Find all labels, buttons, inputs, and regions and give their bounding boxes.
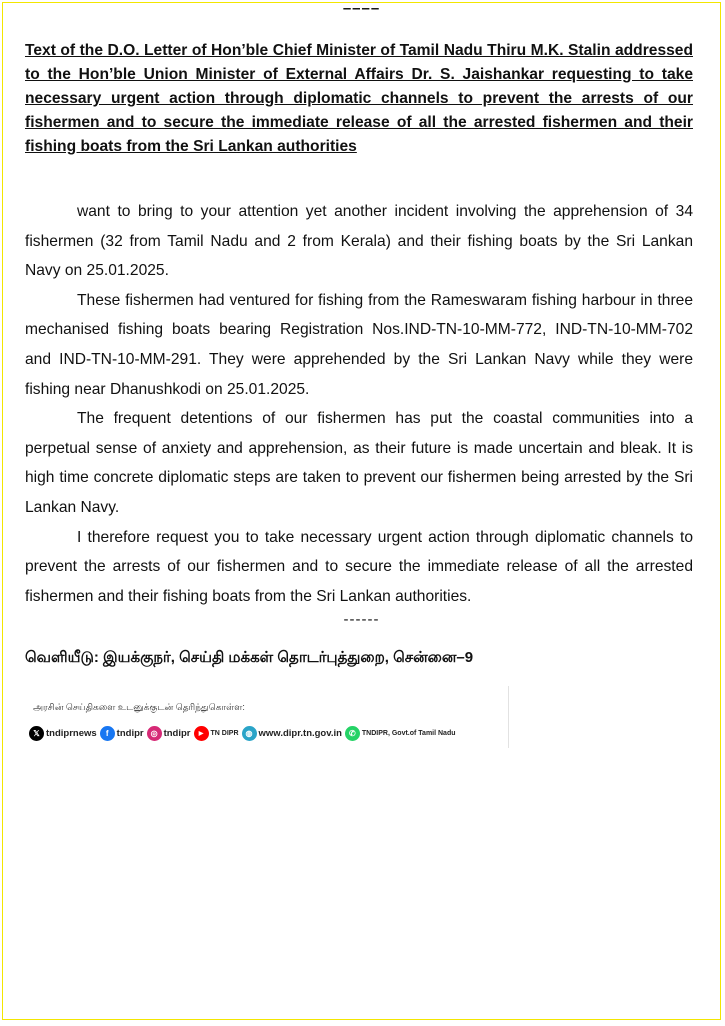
paragraph: The frequent detentions of our fishermen has put the coastal communities into a perpetual sense of anxiety and apprehension, as their future is made uncertain and bleak. It is high time concrete diplomatic steps are taken to prevent our fishermen being arrested by the Sri Lankan Navy. — [25, 410, 693, 516]
globe-icon: ◍ — [242, 726, 257, 741]
social-link-facebook[interactable] — [100, 726, 144, 741]
social-link-whatsapp[interactable] — [345, 726, 456, 741]
whatsapp-icon: ✆ — [345, 726, 360, 741]
social-link-x[interactable] — [29, 726, 97, 741]
instagram-icon: ◎ — [147, 726, 162, 741]
social-label: tndiprnews — [46, 728, 97, 739]
social-label: tndipr — [163, 728, 191, 739]
social-link-website[interactable] — [242, 726, 342, 741]
social-footer — [25, 686, 509, 748]
top-dashes: –––– — [342, 0, 381, 17]
facebook-icon: f — [100, 726, 115, 741]
paragraph: I therefore request you to take necessary urgent action through diplomatic channels to prevent the arrests of our fishermen and to secure the immediate release of all the arrested fishermen and their fishing boats from the Sri Lankan authorities. — [25, 528, 693, 605]
social-label: TNDIPR, Govt.of Tamil Nadu — [361, 730, 456, 737]
social-link-youtube[interactable] — [194, 726, 239, 741]
letter-title: Text of the D.O. Letter of Hon’ble Chief Minister of Tamil Nadu Thiru M.K. Stalin addressed to the Hon’ble Union Minister of External Affairs Dr. S. Jaishankar requesting to take necessary urgent action through diplomatic channels to prevent the arrests of our fishermen and to secure the immediate release of all the arrested fishermen and their fishing boats from the Sri Lankan authorities — [25, 42, 693, 155]
youtube-icon: ▶ — [194, 726, 209, 741]
x-icon: 𝕏 — [29, 726, 44, 741]
social-link-instagram[interactable] — [147, 726, 191, 741]
social-row — [29, 726, 459, 741]
social-label: TN DIPR — [210, 730, 239, 737]
letter-body — [25, 197, 693, 611]
release-line: வெளியீடு: இயக்குநர், செய்தி மக்கள் தொடர்புத்துறை, சென்னை–9 — [25, 649, 474, 666]
paragraph: These fishermen had ventured for fishing from the Rameswaram fishing harbour in three mechanised fishing boats bearing Registration Nos.IND-TN-10-MM-772, IND-TN-10-MM-702 and IND-TN-10-MM-291. They were apprehended by the Sri Lankan Navy while they were fishing near Dhanushkodi on 25.01.2025. — [25, 291, 693, 398]
social-label: tndipr — [116, 728, 144, 739]
social-caption: அரசின் செய்திகளை உடனுக்குடன் தெரிந்துகொள்ள: — [33, 702, 245, 712]
end-marker: ------ — [343, 611, 380, 628]
document-page — [2, 2, 721, 1020]
paragraph: want to bring to your attention yet another incident involving the apprehension of 34 fishermen (32 from Tamil Nadu and 2 from Kerala) and their fishing boats by the Sri Lankan Navy on 25.01.2025. — [25, 203, 693, 280]
social-label: www.dipr.tn.gov.in — [258, 728, 342, 739]
